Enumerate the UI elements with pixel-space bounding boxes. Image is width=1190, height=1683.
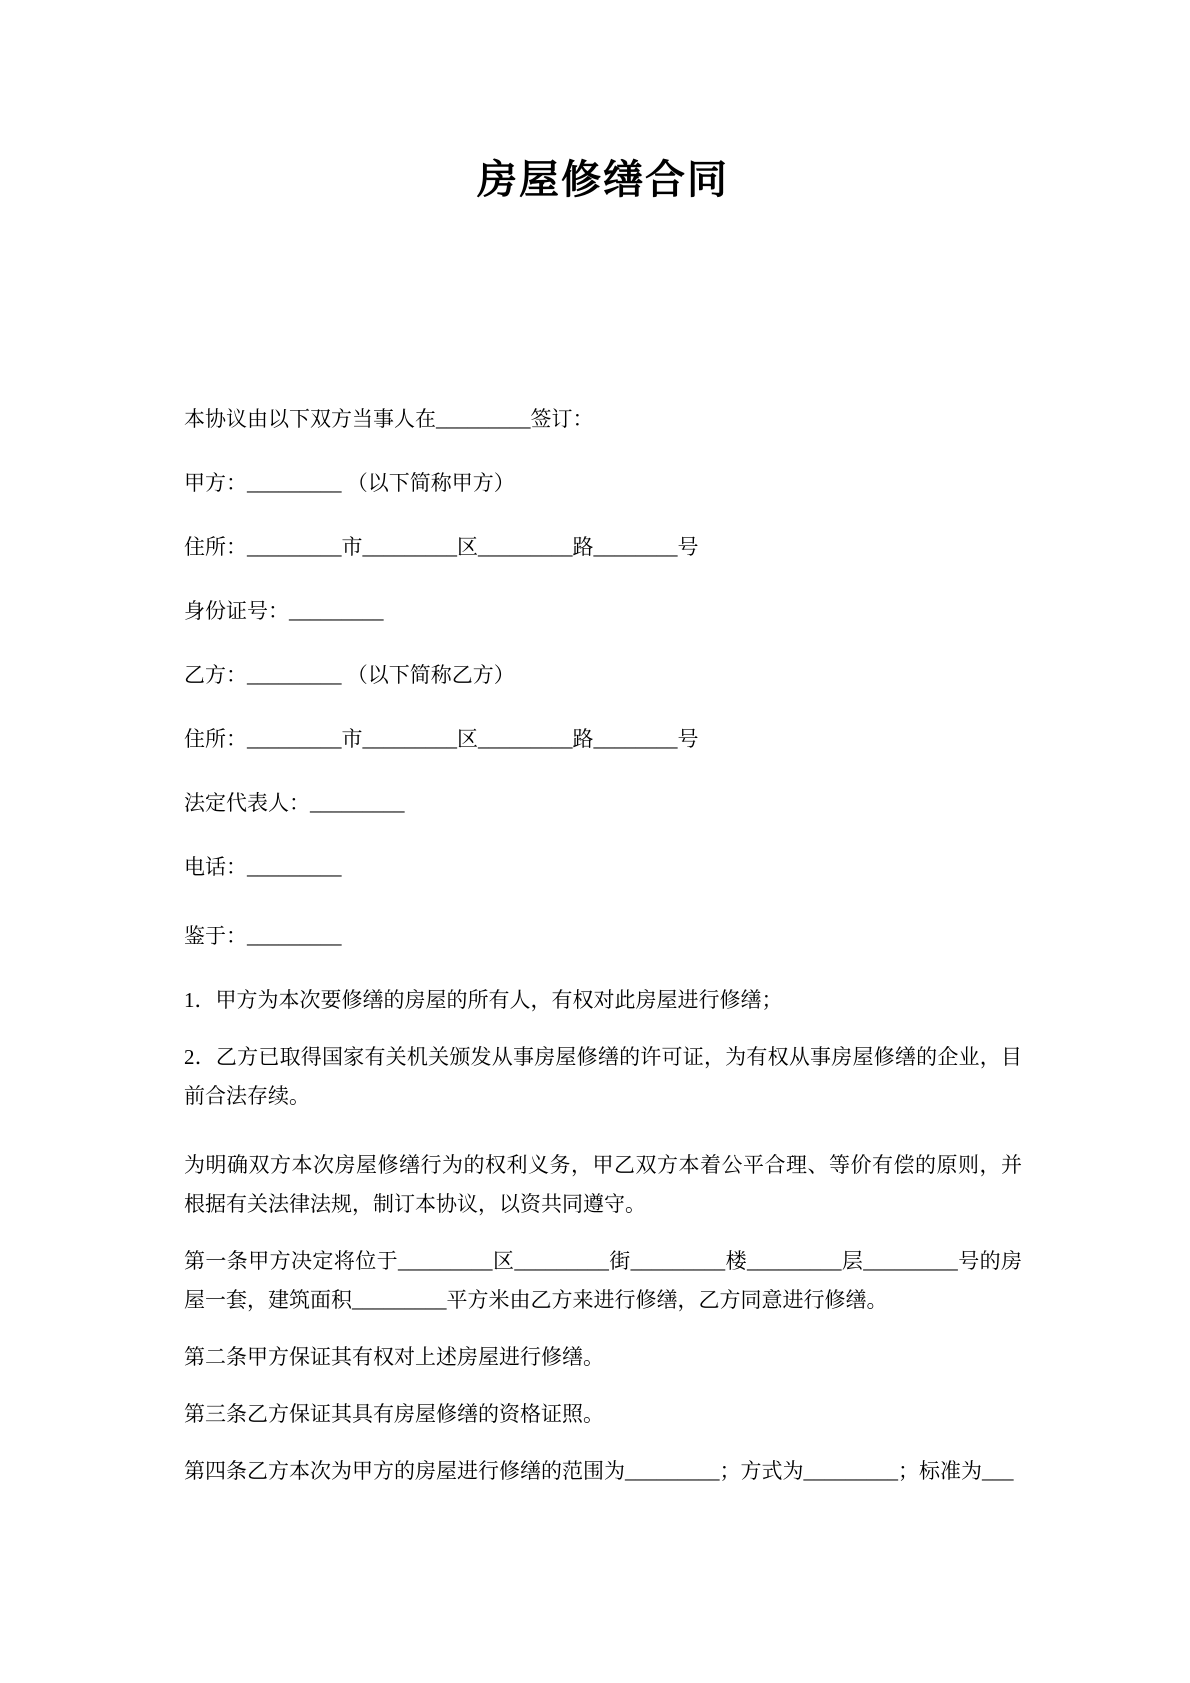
party-a-line: 甲方：_________ （以下简称甲方） — [184, 471, 515, 495]
party-b-address-line: 住所：_________市_________区_________路________号 — [184, 727, 699, 751]
recital-2: 2．乙方已取得国家有关机关颁发从事房屋修缮的许可证，为有权从事房屋修缮的企业，目前合法存续。 — [184, 1045, 1022, 1108]
party-b-legal-rep-line: 法定代表人：_________ — [184, 791, 405, 815]
article-1: 第一条甲方决定将位于_________区_________街_________楼_________层_________号的房屋一套，建筑面积_________平方米由乙方来进行修缮，乙方同意进行修缮。 — [184, 1249, 1022, 1312]
article-3: 第三条乙方保证其具有房屋修缮的资格证照。 — [184, 1402, 604, 1426]
party-b-phone-line: 电话：_________ — [184, 855, 342, 879]
purpose-paragraph: 为明确双方本次房屋修缮行为的权利义务，甲乙双方本着公平合理、等价有偿的原则，并根据有关法律法规，制订本协议，以资共同遵守。 — [184, 1153, 1022, 1216]
article-2: 第二条甲方保证其有权对上述房屋进行修缮。 — [184, 1345, 604, 1369]
document-body — [184, 400, 1022, 1491]
article-4: 第四条乙方本次为甲方的房屋进行修缮的范围为_________；方式为_________；标准为___ — [184, 1459, 1014, 1483]
document-title: 房屋修缮合同 — [477, 157, 729, 202]
party-a-address-line: 住所：_________市_________区_________路________号 — [184, 535, 699, 559]
recital-1: 1．甲方为本次要修缮的房屋的所有人，有权对此房屋进行修缮； — [184, 988, 783, 1012]
whereas-line: 鉴于：_________ — [184, 924, 342, 948]
intro-line: 本协议由以下双方当事人在_________签订： — [184, 407, 594, 431]
party-b-line: 乙方：_________ （以下简称乙方） — [184, 663, 515, 687]
party-a-id-line: 身份证号：_________ — [184, 599, 384, 623]
